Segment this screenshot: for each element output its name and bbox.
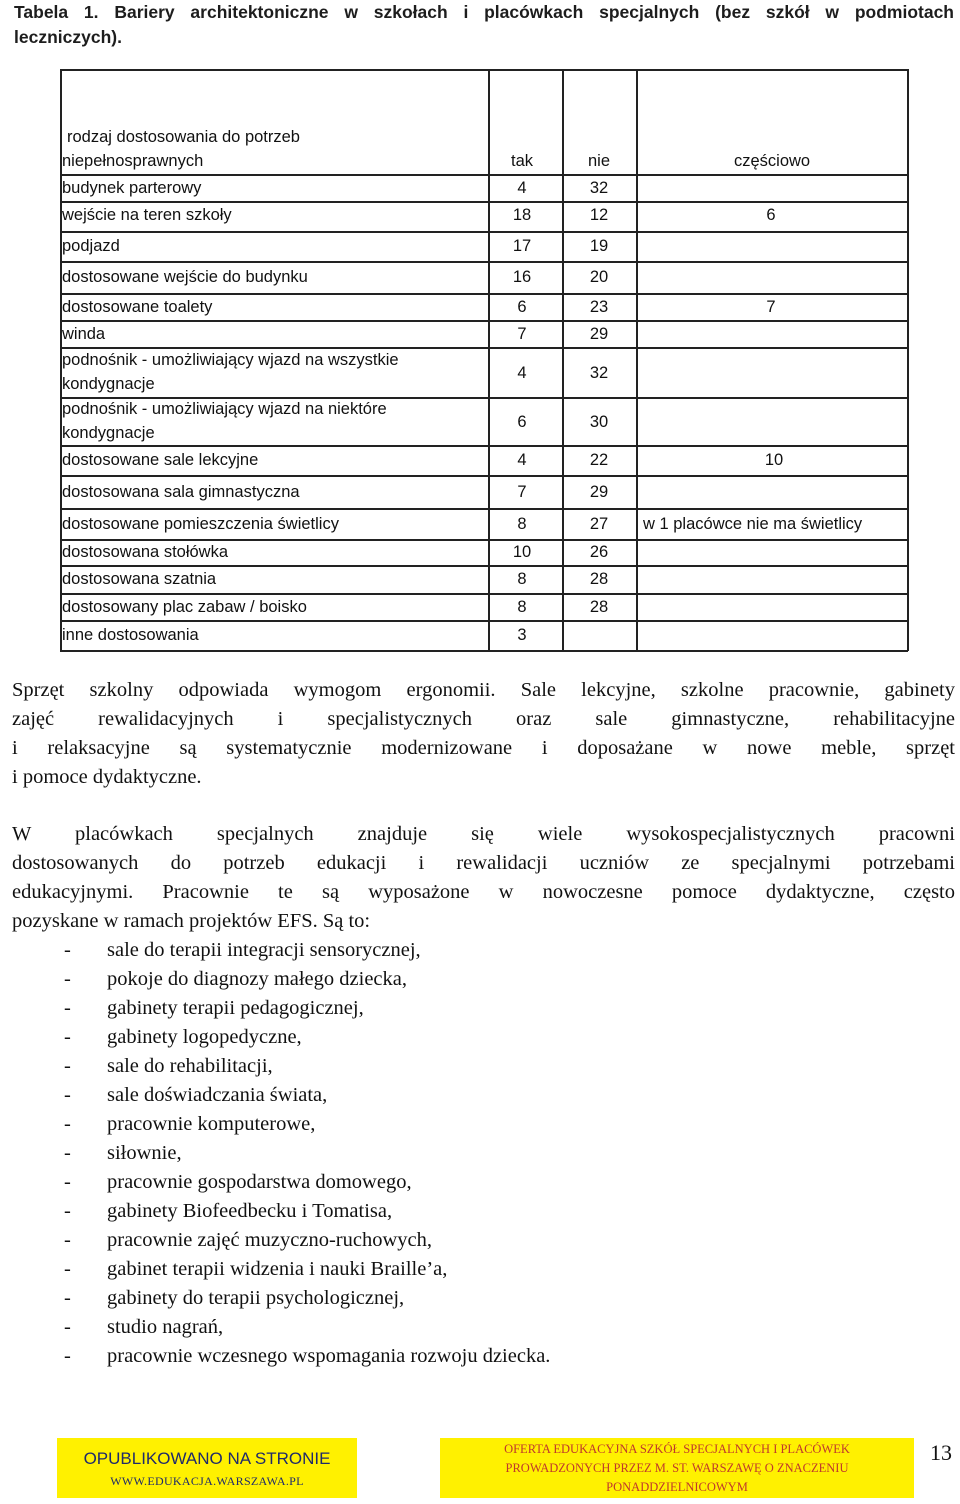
header-col-nie: nie [587, 152, 611, 170]
table-row-label: inne dostosowania [62, 626, 199, 644]
table-cell-nie: 28 [589, 598, 609, 616]
footer-website-link[interactable]: WWW.EDUKACJA.WARSZAWA.PL [110, 1474, 304, 1488]
table-row-label-line1: podnośnik - umożliwiający wjazd na wszystkie [62, 351, 399, 369]
table-cell-nie: 32 [589, 364, 609, 382]
table-cell-tak: 8 [517, 570, 527, 588]
table-cell-nie: 32 [589, 179, 609, 197]
paragraph-line: dostosowanych do potrzeb edukacji i rewalidacji uczniów ze specjalnymi potrzebami [12, 852, 955, 874]
table-row-label: dostosowany plac zabaw / boisko [62, 598, 307, 616]
row-divider [60, 293, 908, 295]
table-row-label-line1: podnośnik - umożliwiający wjazd na niektóre [62, 400, 387, 418]
paragraph-line: pozyskane w ramach projektów EFS. Są to: [12, 910, 371, 932]
table-cell-tak: 8 [517, 598, 527, 616]
list-item-text: sale doświadczania świata, [107, 1084, 328, 1106]
list-dash: - [64, 1026, 71, 1048]
list-dash: - [64, 939, 71, 961]
footer-published-box [57, 1438, 357, 1498]
caption-line-1: Tabela 1. Bariery architektoniczne w szkołach i placówkach specjalnych (bez szkół w podmiotach [14, 2, 954, 22]
table-row-label: dostosowana stołówka [62, 543, 229, 561]
table-cell-nie: 12 [589, 206, 609, 224]
header-col-tak: tak [510, 152, 533, 170]
table-row-label: dostosowane wejście do budynku [62, 268, 308, 286]
table-cell-tak: 6 [517, 298, 527, 316]
footer-offer-line3: PONADDZIELNICOWYM [606, 1480, 748, 1494]
row-divider [60, 320, 908, 322]
row-divider [60, 201, 908, 203]
list-dash: - [64, 997, 71, 1019]
column-divider [488, 69, 490, 651]
list-dash: - [64, 1113, 71, 1135]
list-item-text: gabinet terapii widzenia i nauki Braille’a, [107, 1258, 448, 1280]
table-row-label: dostosowana sala gimnastyczna [62, 483, 300, 501]
table-cell-nie: 29 [589, 483, 609, 501]
list-dash: - [64, 1055, 71, 1077]
list-dash: - [64, 1171, 71, 1193]
row-divider [60, 508, 908, 510]
table-row-label-line2: kondygnacje [62, 424, 155, 442]
list-item-text: pracownie komputerowe, [107, 1113, 316, 1135]
table-cell-tak: 17 [512, 237, 532, 255]
paragraph-line: i pomoce dydaktyczne. [12, 766, 202, 788]
table-cell-tak: 3 [517, 626, 527, 644]
column-divider [562, 69, 564, 651]
row-divider [60, 174, 908, 176]
list-dash: - [64, 1142, 71, 1164]
row-divider [60, 620, 908, 622]
row-divider [60, 565, 908, 567]
paragraph-line: edukacyjnymi. Pracownie te są wyposażone w nowoczesne pomoce dydaktyczne, często [12, 881, 955, 903]
footer-offer-line1: OFERTA EDUKACYJNA SZKÓŁ SPECJALNYCH I PLACÓWEK [504, 1442, 850, 1456]
list-dash: - [64, 1345, 71, 1367]
paragraph-line: zajęć rewalidacyjnych i specjalistycznych oraz sale gimnastyczne, rehabilitacyjne [12, 708, 955, 730]
list-item-text: siłownie, [107, 1142, 182, 1164]
table-row-label: dostosowane pomieszczenia świetlicy [62, 515, 339, 533]
table-border-top [60, 69, 908, 71]
table-row-label: dostosowane sale lekcyjne [62, 451, 259, 469]
table-cell-nie: 29 [589, 325, 609, 343]
list-item-text: gabinety Biofeedbecku i Tomatisa, [107, 1200, 393, 1222]
table-row-label-line2: kondygnacje [62, 375, 155, 393]
table-row-label: winda [62, 325, 106, 343]
row-divider [60, 261, 908, 263]
paragraph-line: i relaksacyjne są systematycznie modernizowane i doposażane w nowe meble, sprzęt [12, 737, 955, 759]
list-dash: - [64, 1084, 71, 1106]
table-cell-tak: 4 [517, 364, 527, 382]
table-row-label: wejście na teren szkoły [62, 206, 232, 224]
table-cell-tak: 7 [517, 483, 527, 501]
table-row-label: dostosowana szatnia [62, 570, 217, 588]
list-dash: - [64, 1200, 71, 1222]
row-divider [60, 593, 908, 595]
footer-offer-box [440, 1438, 914, 1498]
table-cell-nie: 28 [589, 570, 609, 588]
table-cell-tak: 4 [517, 179, 527, 197]
footer-offer-line2: PROWADZONYCH PRZEZ M. ST. WARSZAWĘ O ZNACZENIU [505, 1461, 849, 1475]
barriers-table [60, 69, 908, 651]
paragraph-line: Sprzęt szkolny odpowiada wymogom ergonomii. Sale lekcyjne, szkolne pracownie, gabinety [12, 679, 955, 701]
row-divider [60, 347, 908, 349]
list-dash: - [64, 1258, 71, 1280]
caption-line-2: leczniczych). [14, 27, 122, 47]
table-cell-czesciowo: 10 [764, 451, 784, 469]
row-divider [60, 539, 908, 541]
table-cell-tak: 16 [512, 268, 532, 286]
column-divider [636, 69, 638, 651]
list-item-text: pokoje do diagnozy małego dziecka, [107, 968, 407, 990]
table-row-label: podjazd [62, 237, 120, 255]
list-dash: - [64, 968, 71, 990]
table-border-bottom [60, 650, 908, 652]
list-item-text: gabinety terapii pedagogicznej, [107, 997, 364, 1019]
table-cell-nie: 20 [589, 268, 609, 286]
list-item-text: pracownie wczesnego wspomagania rozwoju dziecka. [107, 1345, 551, 1367]
list-item-text: sale do terapii integracji sensorycznej, [107, 939, 421, 961]
table-cell-czesciowo: w 1 placówce nie ma świetlicy [643, 515, 863, 533]
row-divider [60, 475, 908, 477]
header-col-czesciowo: częściowo [734, 152, 811, 170]
table-cell-nie: 22 [589, 451, 609, 469]
table-caption [14, 0, 954, 50]
table-row-label: dostosowane toalety [62, 298, 213, 316]
table-cell-tak: 6 [517, 413, 527, 431]
table-cell-tak: 8 [517, 515, 527, 533]
list-item-text: gabinety do terapii psychologicznej, [107, 1287, 405, 1309]
table-cell-nie: 27 [589, 515, 609, 533]
table-border-right [907, 69, 909, 651]
list-dash: - [64, 1287, 71, 1309]
table-cell-czesciowo: 6 [766, 206, 776, 224]
list-item-text: gabinety logopedyczne, [107, 1026, 302, 1048]
table-cell-czesciowo: 7 [766, 298, 776, 316]
header-col-type-line1: rodzaj dostosowania do potrzeb [67, 128, 300, 146]
table-cell-tak: 4 [517, 451, 527, 469]
paragraph-line: W placówkach specjalnych znajduje się wiele wysokospecjalistycznych pracowni [12, 823, 955, 845]
table-row-label: budynek parterowy [62, 179, 202, 197]
row-divider [60, 445, 908, 447]
table-cell-nie: 19 [589, 237, 609, 255]
list-item-text: pracownie gospodarstwa domowego, [107, 1171, 412, 1193]
table-cell-tak: 7 [517, 325, 527, 343]
header-col-type-line2: niepełnosprawnych [62, 152, 204, 170]
list-item-text: pracownie zajęć muzyczno-ruchowych, [107, 1229, 432, 1251]
table-cell-tak: 10 [512, 543, 532, 561]
row-divider [60, 231, 908, 233]
table-cell-nie: 30 [589, 413, 609, 431]
list-dash: - [64, 1229, 71, 1251]
list-item-text: studio nagrań, [107, 1316, 224, 1338]
footer-published-label: OPUBLIKOWANO NA STRONIE [83, 1449, 331, 1468]
paragraph-ergonomics [12, 676, 955, 792]
table-cell-tak: 18 [512, 206, 532, 224]
paragraph-workshops [12, 820, 955, 936]
list-item-text: sale do rehabilitacji, [107, 1055, 273, 1077]
list-dash: - [64, 1316, 71, 1338]
page-number: 13 [930, 1440, 952, 1465]
table-cell-nie: 26 [589, 543, 609, 561]
table-cell-nie: 23 [589, 298, 609, 316]
